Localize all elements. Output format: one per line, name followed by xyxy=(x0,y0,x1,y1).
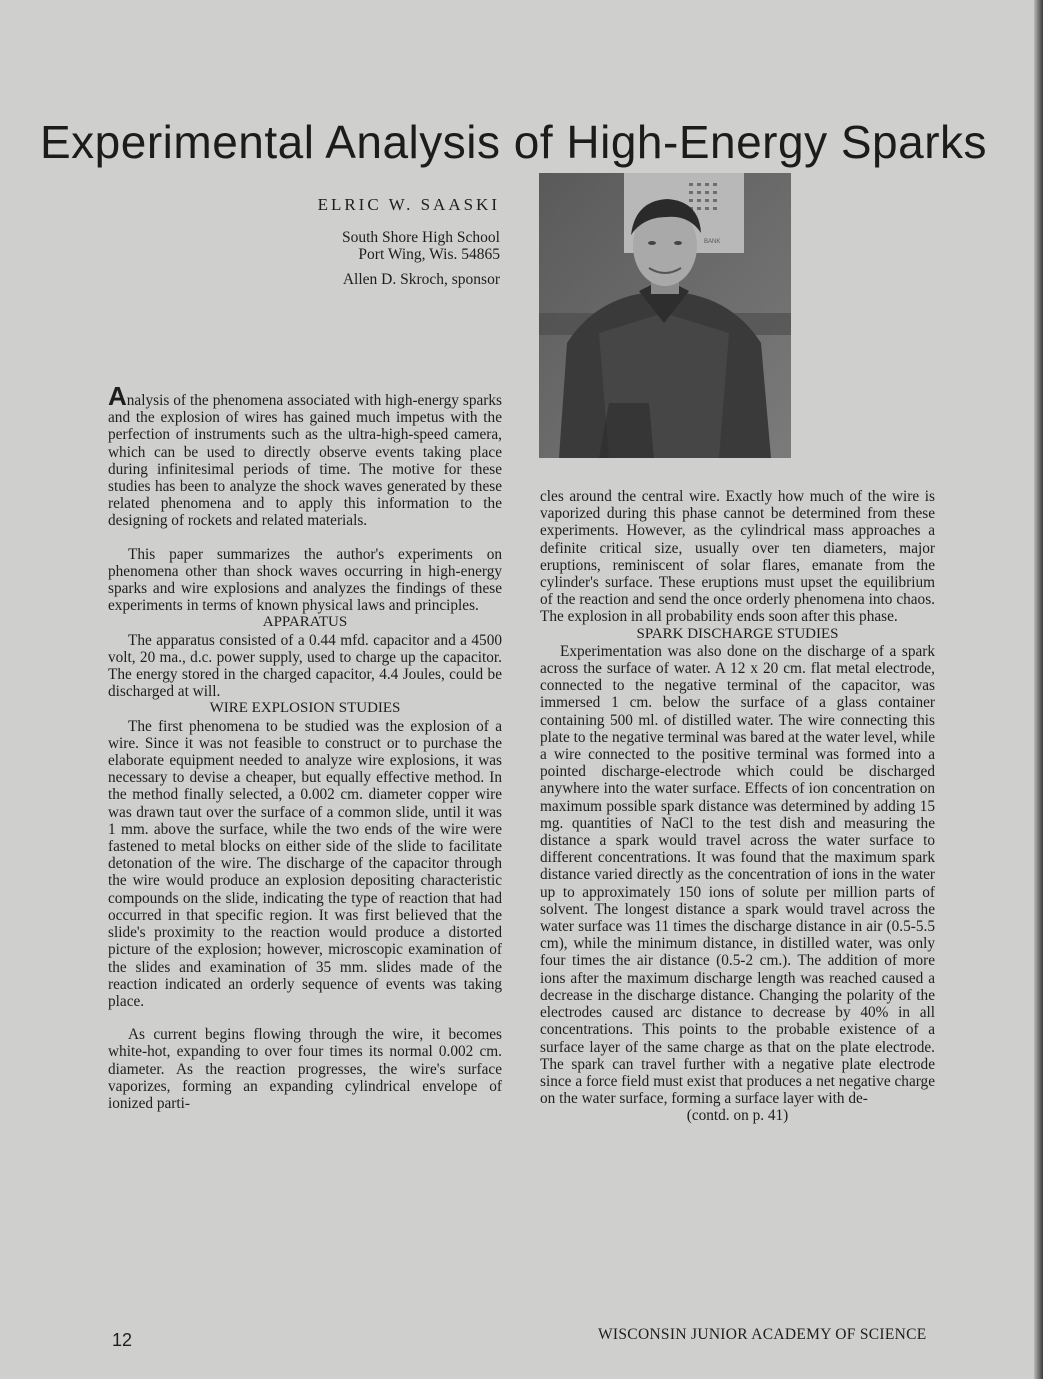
intro-text: nalysis of the phenomena associated with high-energy sparks and the explosion of wires has gained much impetus with the perfection of instruments such as the ultra-high-speed camera, which can be used to directly observe events taking place during infinitesimal periods of time. The motive for these studies has been to analyze the shock waves generated by these related phenomena and to apply this information to the designing of rockets and related materials. xyxy=(108,392,502,530)
continued-paragraph: cles around the central wire. Exactly how much of the wire is vaporized during this phase cannot be determined from these experiments. However, as the cylindrical mass approaches a definite critical size, usually over ten diameters, major eruptions, reminiscent of solar flares, emanate from the cylinder's surface. These eruptions must upset the equilibrium of the reaction and send the once orderly phenomena into chaos. The explosion in all probability ends soon after this phase. xyxy=(540,488,935,626)
heading-spark-discharge: SPARK DISCHARGE STUDIES xyxy=(636,625,839,642)
school-name: South Shore High School xyxy=(341,229,500,246)
summary-paragraph: This paper summarizes the author's experiments on phenomena other than shock waves occurring in high-energy sparks and wire explosions and analyzes the findings of these experiments in terms of known physical laws and principles. xyxy=(108,545,502,615)
calendar-text: BANK xyxy=(704,239,721,245)
author-name: ELRIC W. SAASKI xyxy=(317,195,500,214)
wire-paragraph-1: The first phenomena to be studied was the explosion of a wire. Since it was not feasible to construct or to purchase the elaborate equipment needed to analyze wire explosions, it was necessary to devise a cheaper, but equally effective method. In the method finally selected, a 0.002 cm. diameter copper wire was drawn taut over the surface of a common slide, until it was 1 mm. above the surface, while the two ends of the wire were fastened to metal blocks on either side of the slide to facilitate detonation of the wire. The discharge of the capacitor through the wire would produce an explosion depositing characteristic compounds on the slide, indicating the type of reaction that had occurred in that specific region. It was first believed that the slide's proximity to the reaction would produce a distorted picture of the explosion; however, microscopic examination of the slides and examination of 35 mm. slides made of the reaction indicated an orderly sequence of events was taking place. xyxy=(108,717,502,1010)
heading-wire-explosion: WIRE EXPLOSION STUDIES xyxy=(209,700,401,717)
wire-paragraph-2: As current begins flowing through the wire, it becomes white-hot, expanding to over four times its normal 0.002 cm. diameter. As the reaction progresses, the wire's surface vaporizes, forming an expanding cylindrical envelope of ionized parti- xyxy=(108,1026,502,1112)
heading-apparatus: APPARATUS xyxy=(262,614,348,631)
school-address: Port Wing, Wis. 54865 xyxy=(358,246,500,263)
page-number: 12 xyxy=(112,1330,133,1350)
page-edge xyxy=(1034,0,1043,1379)
author-photo xyxy=(539,173,791,458)
byline xyxy=(300,195,500,289)
left-column xyxy=(108,381,502,1112)
journal-name: WISCONSIN JUNIOR ACADEMY OF SCIENCE xyxy=(598,1326,927,1343)
drop-cap: A xyxy=(108,381,127,411)
right-column xyxy=(540,488,935,1125)
continued-note: (contd. on p. 41) xyxy=(686,1107,789,1125)
intro-paragraph xyxy=(108,381,502,530)
sponsor-name: Allen D. Skroch, sponsor xyxy=(342,271,500,288)
apparatus-paragraph: The apparatus consisted of a 0.44 mfd. capacitor and a 4500 volt, 20 ma., d.c. power supply, used to charge up the capacitor. The energy stored in the charged capacitor, 4.4 Joules, could be discharged at will. xyxy=(108,631,502,701)
spark-paragraph: Experimentation was also done on the discharge of a spark across the surface of water. A 12 x 20 cm. flat metal electrode, connected to the negative terminal of the capacitor, was immersed 1 cm. below the surface of a glass container containing 500 ml. of distilled water. The wire connecting this plate to the negative terminal was bared at the water level, while a wire connected to the positive terminal was formed into a pointed discharge-electrode which could be discharged anywhere into the water surface. Effects of ion concentration on maximum possible spark distance was determined by adding 15 mg. quantities of NaCl to the test dish and measuring the distance a spark would travel across the water surface to different concentrations. It was found that the maximum spark distance varied directly as the concentration of ions in the water up to approximately 150 ions of solute per million parts of solvent. The longest distance a spark would travel across the water surface was 11 times the discharge distance in air (0.5-5.5 cm), while the minimum distance, in distilled water, was only four times the air distance (0.5-2 cm.). The addition of more ions after the maximum discharge length was reached caused a decrease in the discharge distance. Changing the polarity of the electrodes caused arc distance to decrease by 40% in all concentrations. This points to the probable existence of a surface layer of the same charge as that on the plate electrode. The spark can travel further with a negative plate electrode since a force field must exist that produces a net negative charge on the water surface, forming a surface layer with de- xyxy=(540,642,935,1108)
article-title: Experimental Analysis of High-Energy Sparks xyxy=(40,115,988,168)
